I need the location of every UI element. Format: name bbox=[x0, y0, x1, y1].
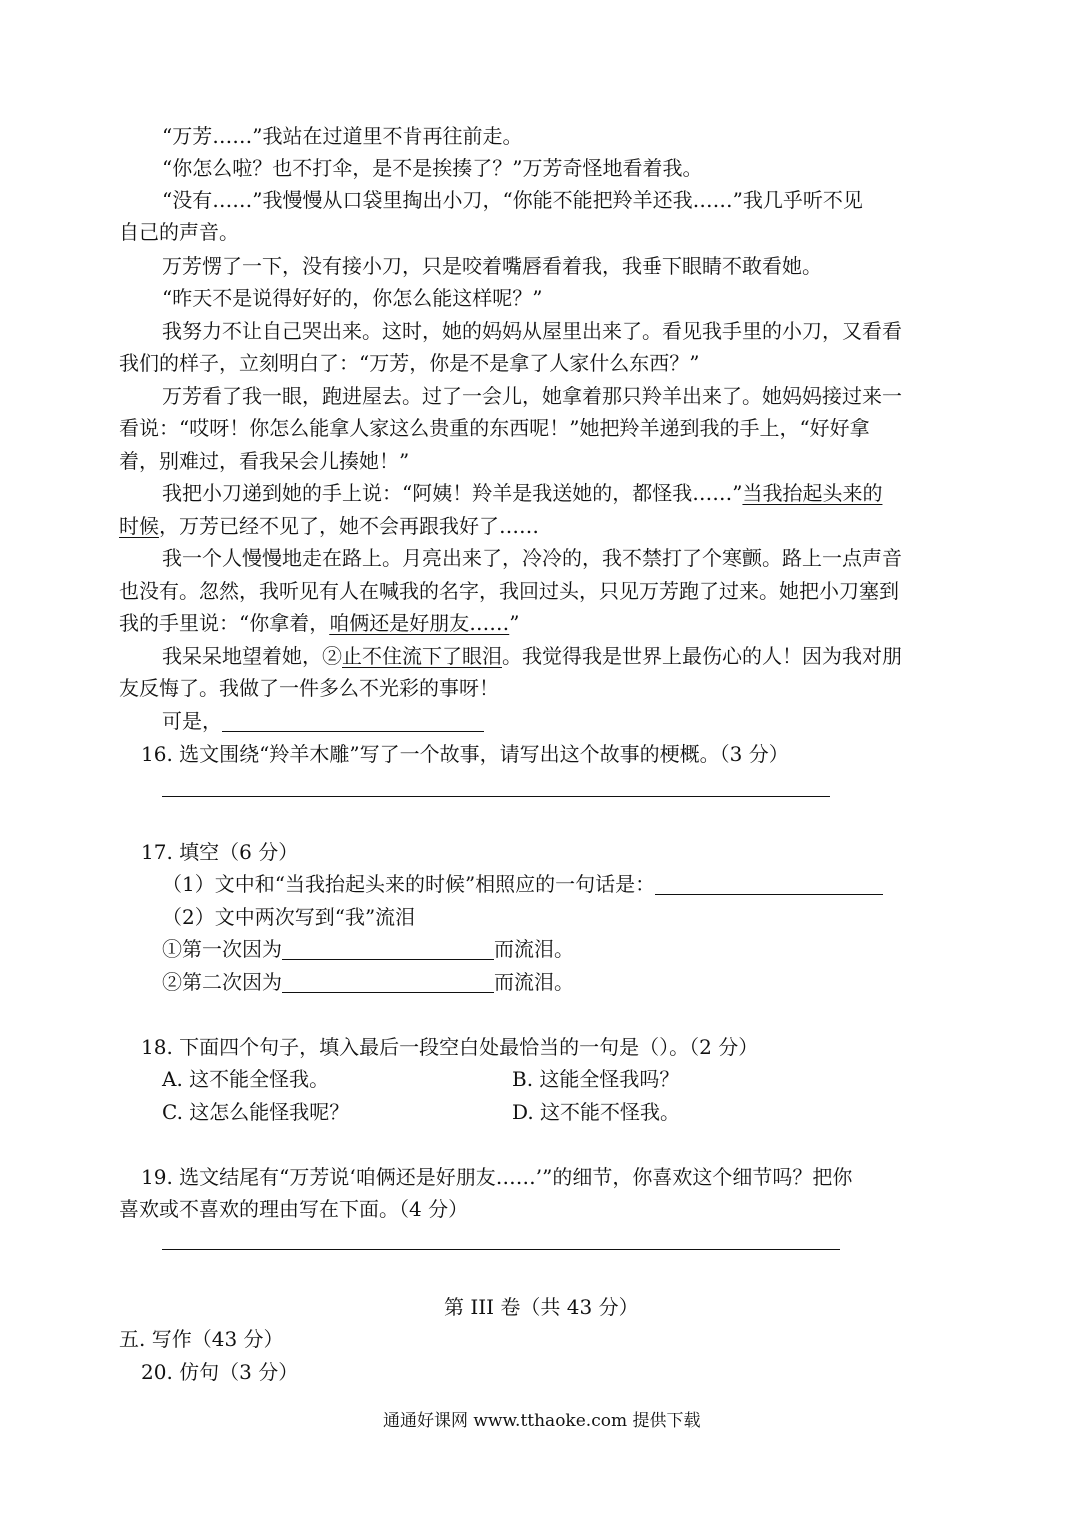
plain-text: ，万芳已经不见了，她不会再跟我好了…… bbox=[159, 514, 539, 538]
plain-text: 我的手里说：“你拿着， bbox=[119, 611, 330, 635]
story-paragraph-3-line-2: 自己的声音。 bbox=[119, 220, 239, 244]
story-paragraph-7-line-2: 看说：“哎呀！你怎么能拿人家这么贵重的东西呢！”她把羚羊递到我的手上，“好好拿 bbox=[119, 416, 870, 440]
question-20: 20. 仿句（3 分） bbox=[141, 1360, 299, 1384]
option-a[interactable]: A. 这不能全怪我。 bbox=[162, 1067, 330, 1091]
fill-blank-line[interactable] bbox=[282, 970, 494, 993]
story-paragraph-1: “万芳……”我站在过道里不肯再往前走。 bbox=[162, 124, 523, 148]
story-paragraph-6-line-2: 我们的样子，立刻明白了：“万芳，你是不是拿了人家什么东西？” bbox=[119, 351, 700, 375]
story-paragraph-2: “你怎么啦？也不打伞，是不是挨揍了？”万芳奇怪地看着我。 bbox=[162, 156, 703, 180]
plain-text: （1）文中和“当我抬起头来的时候”相照应的一句话是： bbox=[162, 872, 656, 896]
story-paragraph-9-line-2: 也没有。忽然，我听见有人在喊我的名字，我回过头，只见万芳跑了过来。她把小刀塞到 bbox=[119, 579, 899, 603]
question-17-part-2: （2）文中两次写到“我”流泪 bbox=[162, 905, 416, 929]
plain-text: 可是， bbox=[162, 709, 222, 733]
story-paragraph-5: “昨天不是说得好好的，你怎么能这样呢？” bbox=[162, 286, 543, 310]
story-paragraph-8-line-1 bbox=[162, 478, 882, 508]
page-footer: 通通好课网 www.tthaoke.com 提供下载 bbox=[383, 1411, 701, 1431]
plain-text: 我呆呆地望着她，② bbox=[162, 644, 342, 668]
plain-text: 。我觉得我是世界上最伤心的人！因为我对朋 bbox=[502, 644, 902, 668]
story-paragraph-9-line-3 bbox=[119, 608, 519, 638]
underlined-phrase: 时候 bbox=[119, 514, 159, 538]
answer-line-q19[interactable] bbox=[162, 1249, 840, 1250]
story-paragraph-11 bbox=[162, 706, 484, 736]
plain-text: ①第一次因为 bbox=[162, 937, 282, 961]
question-19-line-1: 19. 选文结尾有“万芳说‘咱俩还是好朋友……’”的细节，你喜欢这个细节吗？把你 bbox=[141, 1165, 853, 1189]
question-17: 17. 填空（6 分） bbox=[141, 840, 299, 864]
story-paragraph-4: 万芳愣了一下，没有接小刀，只是咬着嘴唇看着我，我垂下眼睛不敢看她。 bbox=[162, 254, 822, 278]
question-19-line-2: 喜欢或不喜欢的理由写在下面。（4 分） bbox=[119, 1197, 469, 1221]
answer-line-q16[interactable] bbox=[162, 796, 830, 797]
fill-blank-line[interactable] bbox=[282, 937, 494, 960]
underlined-phrase: 咱俩还是好朋友…… bbox=[329, 611, 510, 635]
plain-text: ” bbox=[509, 611, 520, 635]
question-17-part-2b bbox=[162, 967, 574, 997]
option-d[interactable]: D. 这不能不怪我。 bbox=[512, 1100, 681, 1124]
fill-blank-line[interactable] bbox=[655, 872, 883, 895]
question-17-part-1 bbox=[162, 869, 883, 899]
question-18: 18. 下面四个句子，填入最后一段空白处最恰当的一句是（）。（2 分） bbox=[141, 1035, 759, 1059]
question-16: 16. 选文围绕“羚羊木雕”写了一个故事，请写出这个故事的梗概。（3 分） bbox=[141, 742, 789, 766]
option-c[interactable]: C. 这怎么能怪我呢？ bbox=[162, 1100, 350, 1124]
story-paragraph-8-line-2 bbox=[119, 511, 539, 541]
plain-text: 我把小刀递到她的手上说：“阿姨！羚羊是我送她的，都怪我……” bbox=[162, 481, 743, 505]
story-paragraph-10-line-1 bbox=[162, 641, 902, 671]
underlined-phrase: 止不住流下了眼泪 bbox=[342, 644, 502, 668]
option-b[interactable]: B. 这能全怪我吗？ bbox=[512, 1067, 680, 1091]
story-paragraph-3-line-1: “没有……”我慢慢从口袋里掏出小刀，“你能不能把羚羊还我……”我几乎听不见 bbox=[162, 188, 863, 212]
section-3-title: 第 III 卷（共 43 分） bbox=[444, 1295, 639, 1319]
story-paragraph-6-line-1: 我努力不让自己哭出来。这时，她的妈妈从屋里出来了。看见我手里的小刀，又看看 bbox=[162, 319, 902, 343]
part-5-heading: 五. 写作（43 分） bbox=[119, 1327, 284, 1351]
story-paragraph-10-line-2: 友反悔了。我做了一件多么不光彩的事呀！ bbox=[119, 676, 499, 700]
story-paragraph-7-line-3: 着，别难过，看我呆会儿揍她！” bbox=[119, 449, 410, 473]
story-paragraph-7-line-1: 万芳看了我一眼，跑进屋去。过了一会儿，她拿着那只羚羊出来了。她妈妈接过来一 bbox=[162, 384, 902, 408]
underlined-phrase: 当我抬起头来的 bbox=[742, 481, 883, 505]
plain-text: 而流泪。 bbox=[494, 970, 574, 994]
story-paragraph-9-line-1: 我一个人慢慢地走在路上。月亮出来了，冷冷的，我不禁打了个寒颤。路上一点声音 bbox=[162, 546, 902, 570]
plain-text: 而流泪。 bbox=[494, 937, 574, 961]
question-17-part-2a bbox=[162, 934, 574, 964]
fill-blank-line[interactable] bbox=[222, 709, 484, 732]
plain-text: ②第二次因为 bbox=[162, 970, 282, 994]
